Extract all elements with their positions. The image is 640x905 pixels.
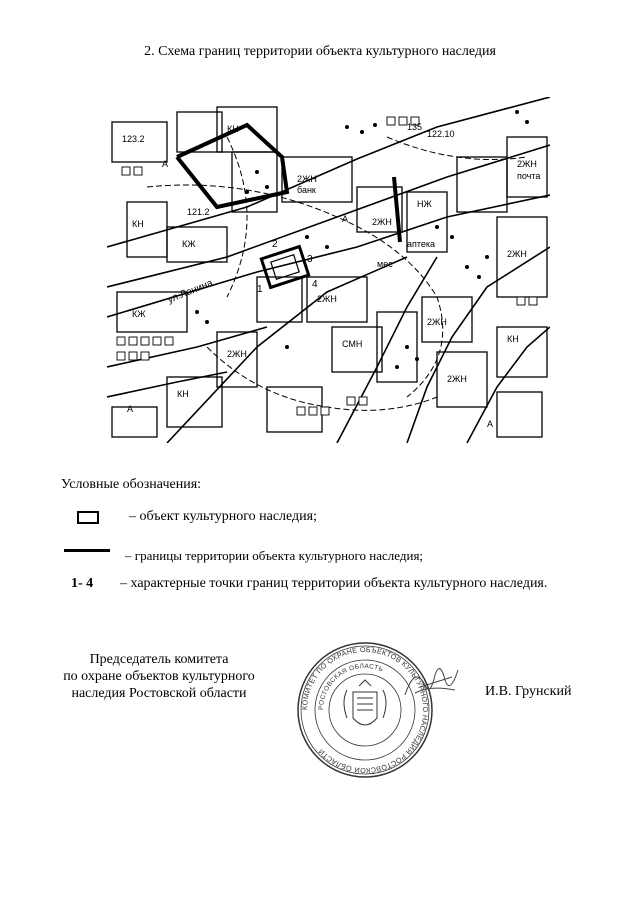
points-symbol: 1- 4 [71, 576, 94, 591]
boundary-point-label: 2 [272, 239, 278, 250]
map-label: 2ЖН [317, 294, 337, 304]
boundary-point-label: 3 [307, 254, 313, 265]
svg-text:РОСТОВСКАЯ ОБЛАСТЬ [318, 663, 384, 710]
map-label: А [487, 419, 494, 429]
map-label: КЖ [132, 309, 146, 319]
coat-of-arms-icon [344, 680, 386, 725]
legend-points-text: – характерные точки границ территории объекта культурного наследия. [120, 576, 548, 591]
map-label: КН [132, 219, 144, 229]
legend-row-points [71, 576, 547, 592]
map-label: КН [177, 389, 189, 399]
map-label: 2ЖН [372, 217, 392, 227]
map-svg [107, 97, 550, 443]
legend-row-boundary [64, 548, 423, 564]
map-label: банк [297, 185, 316, 195]
map-label: 2ЖН [517, 159, 537, 169]
map-label: А [162, 159, 169, 169]
map-label: А [127, 404, 134, 414]
map-label: мес [377, 259, 393, 269]
legend-row-object [77, 509, 317, 525]
street-label-lenina: ул.Ленина [166, 277, 215, 306]
map-label: 121.2 [187, 207, 210, 217]
seal-inner-text: РОСТОВСКАЯ ОБЛАСТЬ [317, 662, 385, 711]
signatory-line-3: наследия Ростовской области [71, 686, 247, 701]
map-label: 2ЖН [507, 249, 527, 259]
legend-title: Условные обозначения: [61, 477, 202, 492]
boundary-point-label: 4 [312, 279, 318, 290]
heritage-object-symbol [77, 511, 99, 524]
boundary-point-label: 1 [257, 284, 263, 295]
legend-boundary-text: – границы территории объекта культурного наследия; [125, 548, 424, 563]
map-label: 135 [407, 122, 423, 132]
map-label: 2ЖН [447, 374, 467, 384]
map-label: НЖ [417, 199, 432, 209]
map-label: 2ЖН [227, 349, 247, 359]
map-label: КН [507, 334, 519, 344]
signatory-name: И.В. Грунский [485, 684, 572, 699]
map-label: КН [227, 124, 239, 134]
map-label: КЖ [182, 239, 196, 249]
seal-outer-text: КОМИТЕТ ПО ОХРАНЕ ОБЪЕКТОВ КУЛЬТУРНОГО НАСЛЕДИЯ РОСТОВСКОЙ ОБЛАСТИ [299, 644, 431, 776]
signatory-line-2: по охране объектов культурного [63, 669, 255, 684]
map-label: почта [517, 171, 541, 181]
handwritten-signature [400, 655, 460, 710]
map-label: 2ЖН [427, 317, 447, 327]
map-label: СМН [342, 339, 363, 349]
boundary-line-symbol [64, 549, 110, 552]
cadastral-map [107, 97, 550, 443]
map-label: А [342, 214, 349, 224]
legend-object-text: – объект культурного наследия; [129, 509, 317, 524]
map-label: 2ЖН [297, 174, 317, 184]
signatory-title [56, 651, 262, 702]
map-label: 122.10 [427, 129, 455, 139]
signatory-line-1: Председатель комитета [89, 652, 229, 667]
map-label: аптека [407, 239, 436, 249]
map-label: 123.2 [122, 134, 145, 144]
page-title: 2. Схема границ территории объекта культурного наследия [144, 44, 496, 59]
